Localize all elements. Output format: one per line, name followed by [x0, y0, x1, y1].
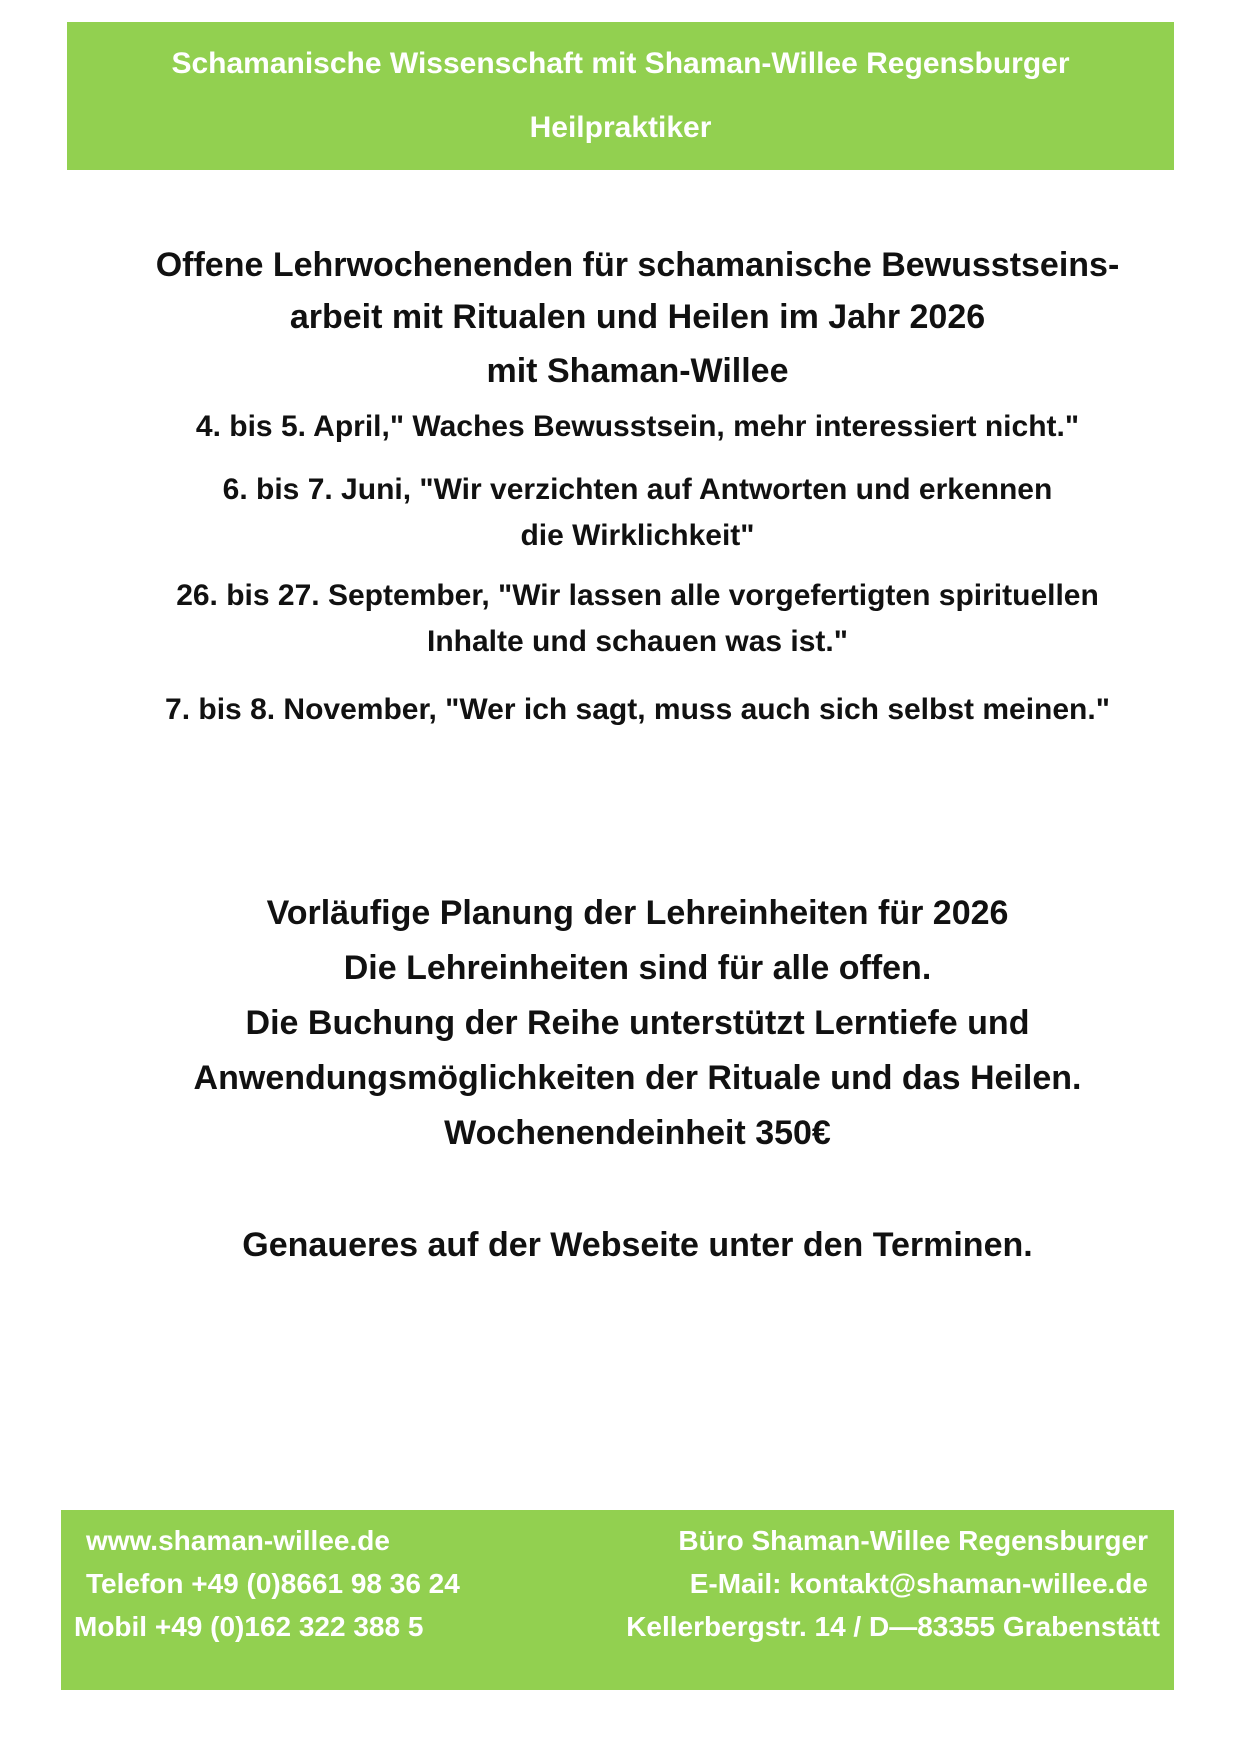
header-subtitle: Heilpraktiker: [529, 111, 712, 144]
footer-banner: [61, 1510, 1174, 1690]
footer-website-link[interactable]: www.shaman-willee.de: [86, 1525, 390, 1556]
footer-buero: Büro Shaman-Willee Regensburger: [678, 1525, 1148, 1556]
footer-telefon: Telefon +49 (0)8661 98 36 24: [86, 1568, 460, 1599]
title-line-1: Offene Lehrwochenenden für schamanische Bewusstseins-: [155, 246, 1120, 284]
planning-line-4: Anwendungsmöglichkeiten der Rituale und das Heilen.: [193, 1059, 1082, 1097]
event-april: 4. bis 5. April," Waches Bewusstsein, mehr interessiert nicht.": [195, 410, 1080, 443]
footer-mobil: Mobil +49 (0)162 322 388 5: [74, 1611, 424, 1642]
title-line-3: mit Shaman-Willee: [486, 352, 789, 390]
header-banner: [67, 22, 1174, 170]
event-september-line-2: Inhalte und schauen was ist.": [427, 625, 848, 658]
planning-price: Wochenendeinheit 350€: [444, 1114, 831, 1152]
planning-line-3: Die Buchung der Reihe unterstützt Lerntiefe und: [245, 1004, 1030, 1042]
header-title: Schamanische Wissenschaft mit Shaman-Willee Regensburger: [171, 47, 1070, 80]
footer-address: Kellerbergstr. 14 / D—83355 Grabenstätt: [626, 1611, 1160, 1642]
planning-line-1: Vorläufige Planung der Lehreinheiten für 2026: [266, 894, 1009, 932]
event-november: 7. bis 8. November, "Wer ich sagt, muss auch sich selbst meinen.": [165, 693, 1110, 726]
planning-website-note: Genaueres auf der Webseite unter den Terminen.: [242, 1226, 1033, 1264]
footer-email-link[interactable]: E-Mail: kontakt@shaman-willee.de: [689, 1568, 1148, 1599]
planning-line-2: Die Lehreinheiten sind für alle offen.: [343, 949, 932, 987]
event-june-line-2: die Wirklichkeit": [520, 519, 755, 552]
title-line-2: arbeit mit Ritualen und Heilen im Jahr 2026: [289, 298, 986, 336]
event-june-line-1: 6. bis 7. Juni, "Wir verzichten auf Antworten und erkennen: [222, 473, 1053, 506]
event-september-line-1: 26. bis 27. September, "Wir lassen alle vorgefertigten spirituellen: [176, 579, 1099, 612]
